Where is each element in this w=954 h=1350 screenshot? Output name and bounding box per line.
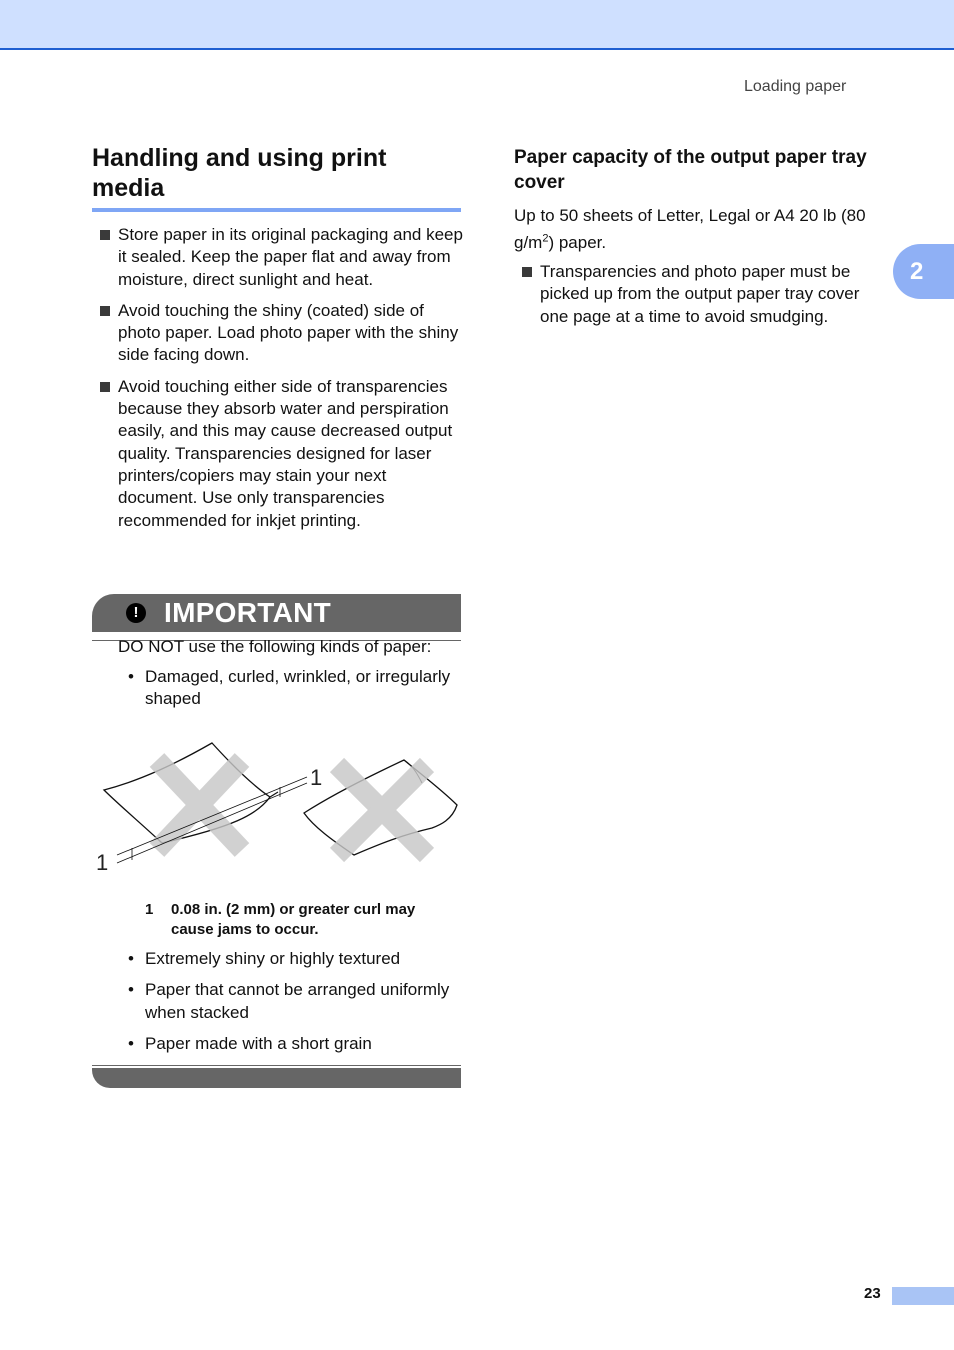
caption-text: 0.08 in. (2 mm) or greater curl may cause jams to occur. — [171, 901, 416, 938]
subsection-title: Paper capacity of the output paper tray cover — [514, 147, 867, 193]
curled-paper-figure — [92, 735, 462, 875]
important-footer — [92, 1068, 461, 1088]
caption-number: 1 — [145, 901, 154, 918]
square-bullet-icon — [100, 230, 110, 240]
list-item: • Damaged, curled, wrinkled, or irregularly shaped — [126, 666, 456, 711]
list-item: • Paper that cannot be arranged uniformly when stacked — [126, 979, 456, 1024]
list-item: Transparencies and photo paper must be picked up from the output paper tray cover one page at a time to avoid smudging. — [520, 261, 890, 328]
square-bullet-icon — [100, 382, 110, 392]
section-title-rule — [92, 208, 461, 212]
important-header — [92, 594, 461, 632]
list-item: Avoid touching either side of transparencies because they absorb water and perspiration easily, and this may cause decreased output quality. Transparencies designed for laser printers/copiers may stain your next document. Use only transparencies recommended for inkjet printing. — [98, 376, 464, 532]
list-item: • Paper made with a short grain — [126, 1033, 456, 1055]
list-item: • Extremely shiny or highly textured — [126, 948, 456, 970]
figure-callout-label: 1 — [310, 765, 323, 790]
list-item: Avoid touching the shiny (coated) side of photo paper. Load photo paper with the shiny side facing down. — [98, 300, 464, 367]
bad-paper-list-a — [126, 666, 456, 720]
running-header: Loading paper — [744, 78, 847, 95]
output-tray-bullet-list — [520, 261, 890, 337]
page-number: 23 — [864, 1285, 881, 1302]
important-intro: DO NOT use the following kinds of paper: — [118, 637, 432, 656]
chapter-tab: 2 — [893, 244, 954, 299]
top-header-band — [0, 0, 954, 50]
square-bullet-icon — [100, 306, 110, 316]
page-number-bar — [892, 1287, 954, 1305]
bad-paper-list-b — [126, 948, 456, 1064]
section-title: Handling and using print media — [92, 144, 387, 202]
figure-caption — [145, 900, 455, 940]
important-title: IMPORTANT — [164, 597, 332, 628]
figure-callout-label: 1 — [96, 850, 109, 875]
list-item: Store paper in its original packaging and keep it sealed. Keep the paper flat and away from moisture, direct sunlight and heat. — [98, 224, 464, 291]
important-bottom-rule — [92, 1065, 461, 1066]
handling-bullet-list — [98, 224, 464, 541]
capacity-paragraph: Up to 50 sheets of Letter, Legal or A4 20 lb (80 $g/m^2$) paper. — [514, 206, 866, 252]
square-bullet-icon — [522, 267, 532, 277]
exclamation-icon: ! — [126, 603, 146, 623]
